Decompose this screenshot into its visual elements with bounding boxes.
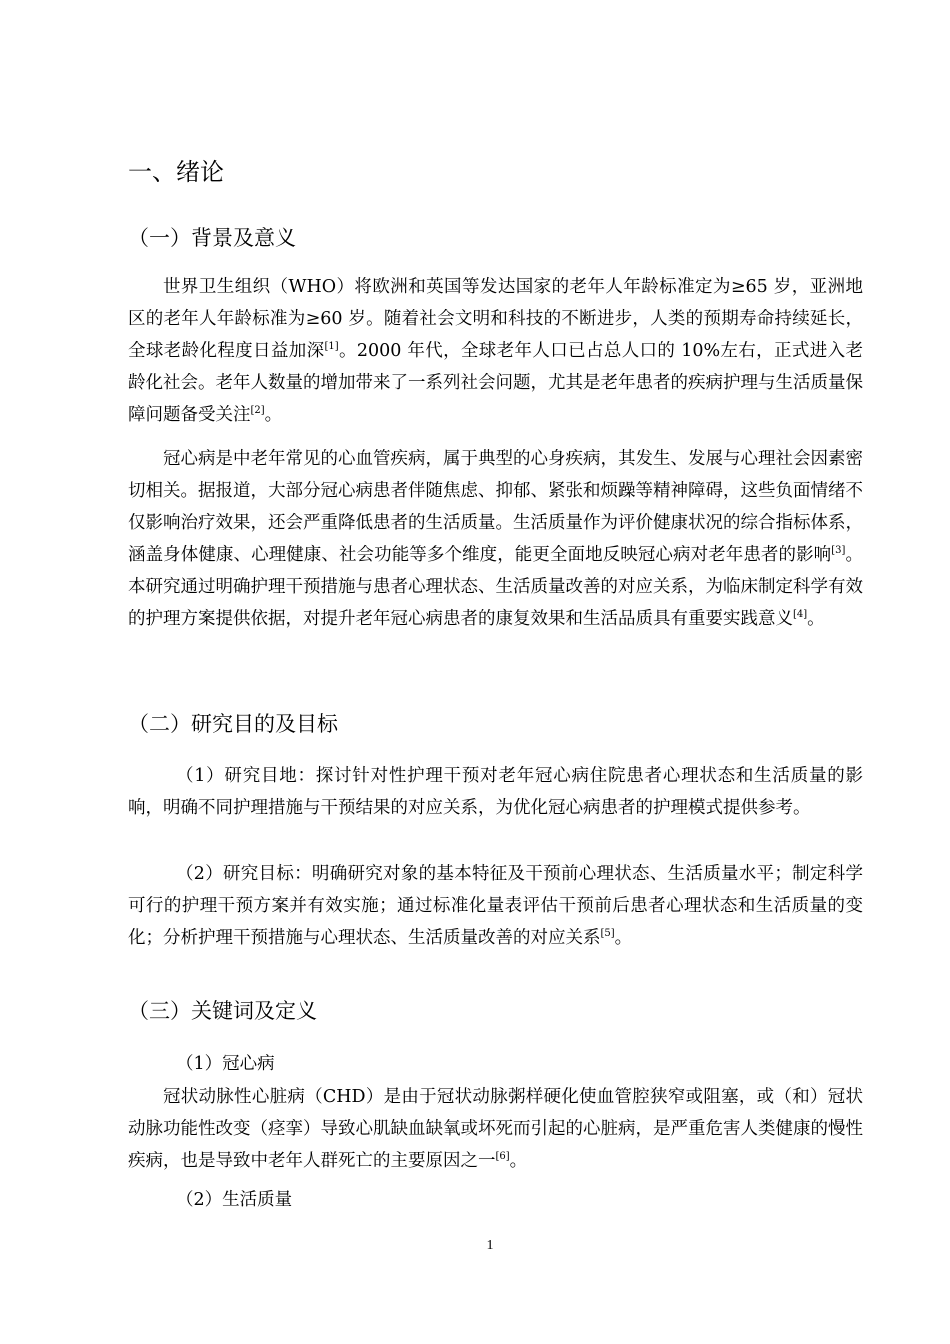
paragraph-background-1	[128, 271, 863, 431]
paragraph-objective-2	[128, 858, 863, 954]
paragraph-text: 。本研究通过明确护理干预措施与患者心理状态、生活质量改善的对应关系，为临床制定科学有效的护理方案提供依据，对提升老年冠心病患者的康复效果和生活品质具有重要实践意义	[128, 545, 864, 629]
paragraph-text: （1）研究目地：探讨针对性护理干预对老年冠心病住院患者心理状态和生活质量的影响，明确不同护理措施与干预结果的对应关系，为优化冠心病患者的护理模式提供参考。	[128, 766, 863, 818]
paragraph-text: 。	[614, 928, 633, 948]
paragraph-objective-1	[128, 760, 863, 824]
citation-ref[interactable]: [1]	[324, 341, 339, 352]
paragraph-background-2	[128, 443, 863, 635]
paragraph-text: 。	[264, 405, 283, 425]
page-number: 1	[486, 1238, 494, 1253]
paragraph-keyword-chd	[128, 1081, 863, 1177]
keyword-label-chd: （1）冠心病	[176, 1054, 275, 1074]
citation-ref[interactable]: [3]	[831, 545, 846, 556]
paragraph-text: 。	[807, 609, 825, 629]
chapter-heading: 一、绪论	[128, 158, 224, 186]
paragraph-text: 。	[509, 1151, 528, 1171]
section-heading-keywords: （三）关键词及定义	[128, 999, 317, 1023]
paragraph-text: 世界卫生组织（WHO）将欧洲和英国等发达国家的老年人年龄标准定为≥65 岁，亚洲地区的老年人年龄标准为≥60 岁。随着社会文明和科技的不断进步，人类的预期寿命持续延长，全球老龄化程度日益加深	[128, 277, 863, 361]
citation-ref[interactable]: [2]	[250, 405, 265, 416]
citation-ref[interactable]: [4]	[793, 609, 808, 620]
section-heading-objectives: （二）研究目的及目标	[128, 712, 338, 736]
citation-ref[interactable]: [6]	[495, 1151, 510, 1162]
paragraph-text: 冠状动脉性心脏病（CHD）是由于冠状动脉粥样硬化使血管腔狭窄或阻塞，或（和）冠状动脉功能性改变（痉挛）导致心肌缺血缺氧或坏死而引起的心脏病，是严重危害人类健康的慢性疾病，也是导致中老年人群死亡的主要原因之一	[128, 1087, 863, 1171]
paragraph-text: （2）研究目标：明确研究对象的基本特征及干预前心理状态、生活质量水平；制定科学可行的护理干预方案并有效实施；通过标准化量表评估干预前后患者心理状态和生活质量的变化；分析护理干预措施与心理状态、生活质量改善的对应关系	[128, 864, 863, 948]
section-heading-background: （一）背景及意义	[128, 226, 296, 250]
paragraph-text: 。2000 年代，全球老年人口已占总人口的 10%左右，正式进入老龄化社会。老年人数量的增加带来了一系列社会问题，尤其是老年患者的疾病护理与生活质量保障问题备受关注	[128, 341, 863, 425]
keyword-label-qol: （2）生活质量	[176, 1190, 293, 1210]
paragraph-text: 冠心病是中老年常见的心血管疾病，属于典型的心身疾病，其发生、发展与心理社会因素密切相关。据报道，大部分冠心病患者伴随焦虑、抑郁、紧张和烦躁等精神障碍，这些负面情绪不仅影响治疗效果，还会严重降低患者的生活质量。生活质量作为评价健康状况的综合指标体系，涵盖身体健康、心理健康、社会功能等多个维度，能更全面地反映冠心病对老年患者的影响	[128, 449, 863, 565]
citation-ref[interactable]: [5]	[600, 928, 615, 939]
